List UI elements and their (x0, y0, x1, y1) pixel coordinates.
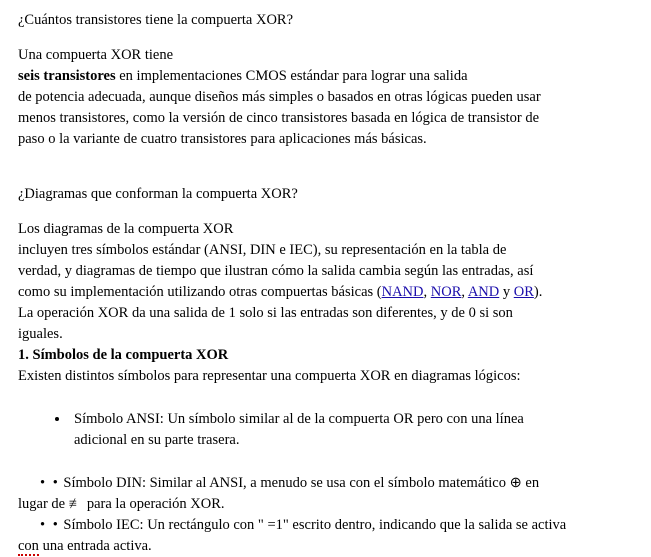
answer-1-line-4: menos transistores, como la versión de cinco transistores basada en lógica de transistor de (18, 110, 540, 127)
question-1: ¿Cuántos transistores tiene la compuerta XOR? (18, 12, 294, 28)
answer-2-line-4: La operación XOR da una salida de 1 solo si las entradas son diferentes, y de 0 si son (18, 305, 513, 322)
bullet-din-line-1: Símbolo DIN: Similar al ANSI, a menudo se usa con el símbolo matemático ⊕ en (63, 475, 540, 492)
answer-1-line-3: de potencia adecuada, aunque diseños más simples o basados en otras lógicas pueden usar (18, 89, 541, 106)
bullet-din-line-2-wrap (18, 494, 633, 515)
bullet-ansi-line-2: adicional en su parte trasera. (74, 432, 240, 449)
answer-2-lead: Los diagramas de la compuerta XOR (18, 221, 234, 238)
answer-2-line-3 (18, 282, 633, 303)
spacer (18, 387, 633, 409)
spacer (18, 150, 633, 184)
link-separator-2: , (461, 284, 468, 301)
bullet-list (18, 409, 633, 451)
answer-2-line-1: incluyen tres símbolos estándar (ANSI, DIN e IEC), su representación en la tabla de (18, 242, 507, 259)
bullet-iec-line-2-wrap (18, 536, 633, 557)
answer-2-line-3-pre: como su implementación utilizando otras compuertas básicas ( (18, 284, 382, 301)
section-1-intro: Existen distintos símbolos para representar una compuerta XOR en diagramas lógicos: (18, 368, 521, 385)
link-nand[interactable]: NAND (381, 284, 424, 301)
bullet-ansi-line-1: • Símbolo ANSI: Un símbolo similar al de la compuerta OR pero con una línea (74, 411, 524, 428)
spellcheck-word: con (18, 538, 39, 555)
answer-1-line-1 (18, 45, 633, 66)
section-1-heading: 1. Símbolos de la compuerta XOR (18, 347, 229, 364)
spacer (18, 451, 633, 473)
answer-1-bold-phrase: seis transistores (18, 68, 116, 85)
bullet-marker-din: • • (40, 475, 60, 492)
link-nor[interactable]: NOR (430, 284, 462, 301)
answer-2-line-2: verdad, y diagramas de tiempo que ilustran cómo la salida cambia según las entradas, así (18, 263, 534, 280)
answer-2-line-3-post: ). (533, 284, 543, 301)
list-item (18, 473, 633, 494)
spacer (18, 205, 633, 219)
answer-2-line-5: iguales. (18, 326, 63, 343)
link-separator-1: , (423, 284, 431, 301)
question-2: ¿Diagramas que conforman la compuerta XOR? (18, 186, 298, 203)
bullet-marker-iec: • • (40, 517, 60, 534)
link-separator-3: y (499, 284, 514, 301)
list-item (70, 409, 633, 451)
answer-1-rest-line-1: en implementaciones CMOS estándar para lograr una salida (115, 68, 468, 85)
list-item (18, 515, 633, 536)
bullet-iec-line-1: Símbolo IEC: Un rectángulo con " =1" escrito dentro, indicando que la salida se activa (63, 517, 567, 534)
answer-1-line-2 (18, 66, 633, 87)
answer-1-line-5: paso o la variante de cuatro transistores para aplicaciones más básicas. (18, 131, 427, 148)
bullet-iec-line-2-rest: una entrada activa. (38, 538, 152, 555)
answer-1-lead: Una compuerta XOR tiene (18, 47, 174, 64)
spacer (18, 31, 633, 45)
bullet-din-line-2: lugar de ≢ para la operación XOR. (18, 496, 225, 513)
link-or[interactable]: OR (513, 284, 534, 301)
link-and[interactable]: AND (467, 284, 500, 301)
